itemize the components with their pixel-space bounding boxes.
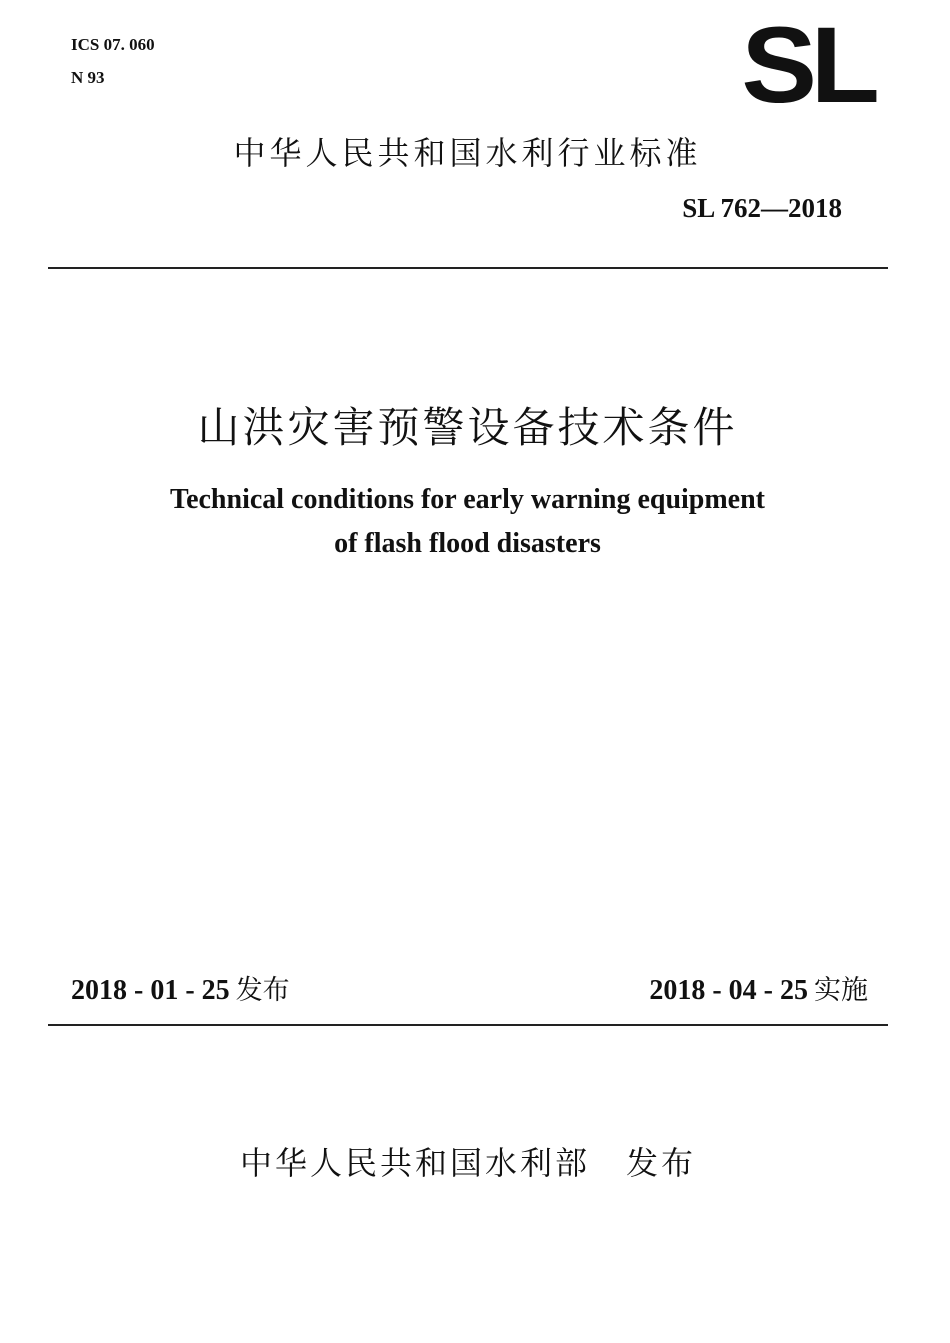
publisher-action: 发布	[626, 1144, 697, 1182]
standard-codes	[71, 28, 155, 94]
title-english-line-1: Technical conditions for early warning equipment	[169, 484, 766, 515]
publisher-name: 中华人民共和国水利部	[240, 1144, 591, 1182]
standard-number: SL 762—2018	[682, 193, 842, 223]
bottom-divider	[48, 1024, 888, 1026]
implement-date-block	[649, 968, 868, 1007]
implement-label: 实施	[814, 975, 868, 1006]
title-chinese: 山洪灾害预警设备技术条件	[197, 403, 738, 452]
classification-code: N 93	[71, 68, 105, 87]
standard-category: 中华人民共和国水利行业标准	[233, 134, 702, 172]
issue-label: 发布	[235, 975, 290, 1006]
top-divider	[48, 267, 888, 269]
issue-date: 2018 - 01 - 25	[71, 975, 230, 1006]
sl-logo: SL	[741, 4, 874, 125]
publisher	[240, 1138, 696, 1184]
ics-code: ICS 07. 060	[71, 35, 155, 54]
implement-date: 2018 - 04 - 25	[649, 975, 808, 1006]
title-english-line-2: of flash flood disasters	[334, 528, 601, 559]
issue-date-block	[71, 968, 290, 1007]
title-english	[0, 478, 935, 566]
